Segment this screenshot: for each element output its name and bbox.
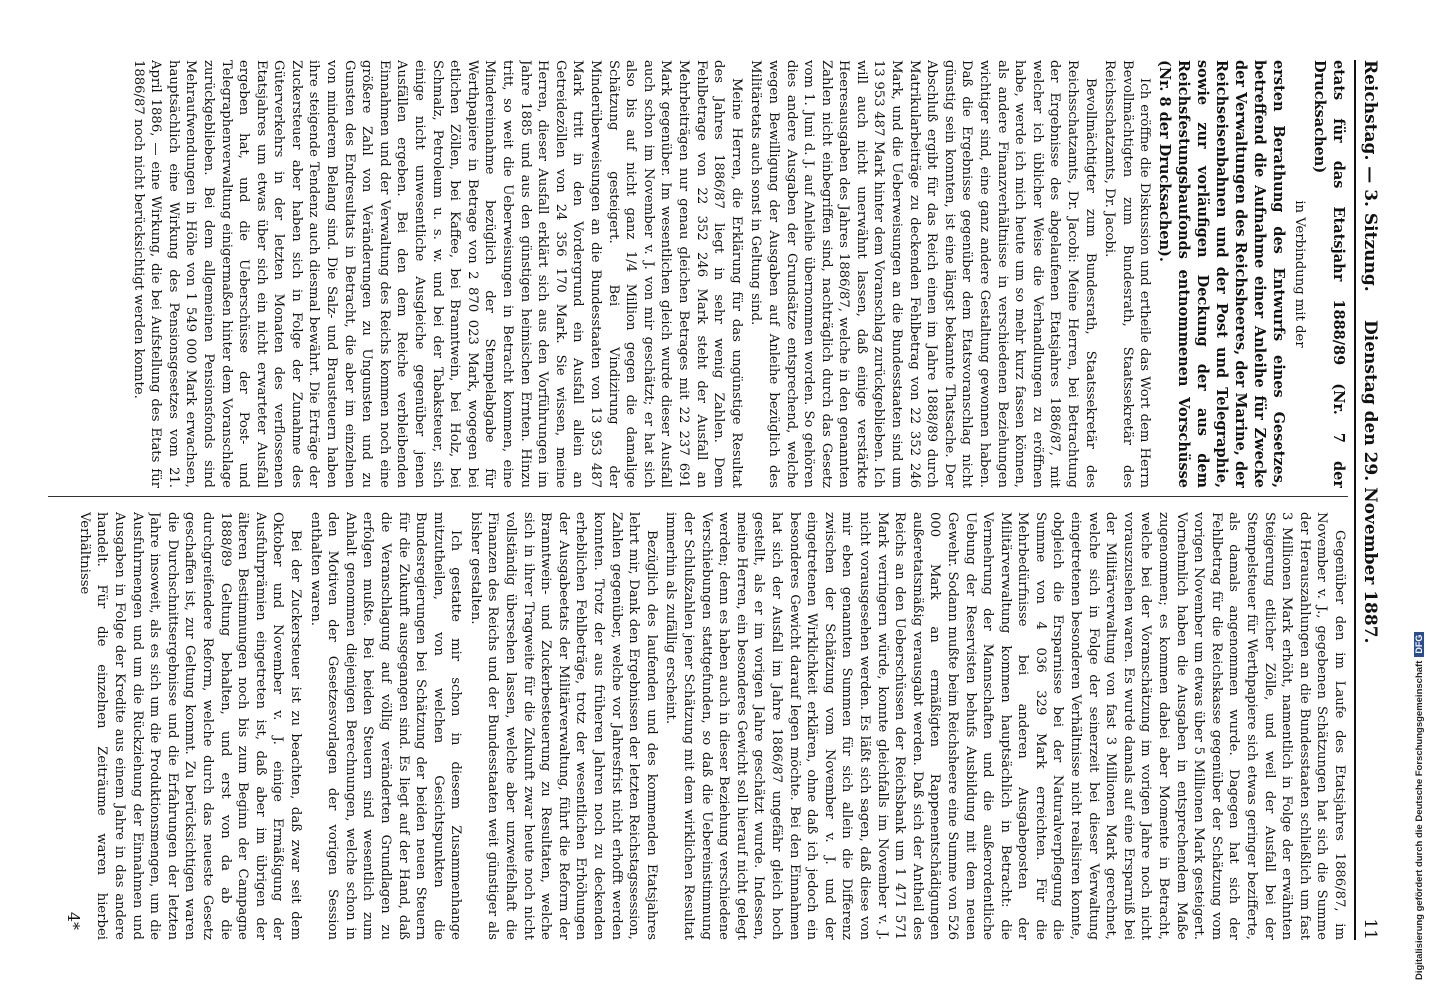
signature-mark: 4*: [63, 911, 83, 930]
agenda-connector: in Verbindung mit der: [1292, 200, 1307, 348]
right-column: [28, 512, 1348, 940]
dfg-badge: DFG: [1414, 632, 1424, 657]
speech-paragraph-6: Bei der Zuckersteuer ist zu beachten, daß zwar seit dem Oktober und November v. J. einige Ermäßigung der Ausfuhrprämien eingetreten ist, daß aber im übrigen der älteren Bestimmungen noch bis zum Beginn der Campagne 1888/89 Geltung behalten, und erst von da ab die durchgreifendere Reform, welche durch das neueste Gesetz geschaffen ist, zur Geltung kommt. Zu berücksichtigen waren die Durchschnittsergebnisse und die Erfahrungen der letzten Jahre insoweit, als es sich um die Produktionsmengen, um die Ausfuhrmengen und um die Rückziehung der Einnahmen und Ausgaben in Folge der Kredite aus einem Jahre in das andere handelt. Für die einzelnen Zeiträume waren hierbei Verhältnisse: [76, 512, 303, 940]
agenda-heading-2: ersten Berathung des Entwurfs eines Gesetzes, betreffend die Aufnahme einer Anleihe für Zwecke der Verwaltungen des Reichsheeres, der Marine, der Reichseisenbahnen und der Post und Telegraphie, sowie zur vorläufigen Deckung der aus dem Reichsfestungsbaufonds entnommenen Vorschüsse (Nr. 8 der Drucksachen).: [1156, 60, 1288, 488]
agenda-heading-1: etats für das Etatsjahr 1888/89 (Nr. 7 der Drucksachen): [1311, 60, 1347, 488]
speech-paragraph-3: Gegenüber den im Laufe des Etatsjahres 1886/87, im November v. J., gegebenen Schätzungen hat sich die Summe der Herauszahlungen an die Bundesstaaten schließlich um fast 3 Millionen Mark erhöht, namentlich in Folge der erwähnten Steigerung etlicher Zölle, und weil der Ausfall bei der Stempelsteuer für Werthpapiere sich etwas geringer bezifferte, als damals angenommen wurde. Dagegen hat sich der Fehlbetrag für die Reichskasse gegenüber der Schätzung vom vorigen November um etwas über 5 Millionen Mark gesteigert. Vornehmlich haben die Ausgaben in entsprechendem Maße zugenommen; es kommen dabei aber Momente in Betracht, welche bei der Voranschätzung im vorigen Jahre noch nicht vorauszusehen waren. Es wurde damals auf eine Ersparniß bei der Militärverwaltung von fast 3 Millionen Mark gerechnet, welche sich in Folge der seinerzeit bei dieser Verwaltung eingetretenen besonderen Verhältnisse nicht realisiren konnte, obgleich die Ersparnisse bei der Naturalverpflegung die Summe von 4 036 329 Mark erreichten. Für die Mehrbedürfnisse bei anderen Ausgabeposten der Militärverwaltung kommen hauptsächlich in Betracht: die Vermehrung der Mannschaften und die außerordentliche Uebung der Reservisten behufs Ausbildung mit dem neuen Gewehr. Sodann mußte beim Reichsheere eine Summe von 526 000 Mark an ermäßigten Rappenentschädigungen außeretatsmäßig verausgabt werden. Daß sich der Antheil des Reichs an den Ueberschüssen der Reichsbank um 1 471 571 Mark verringern würde, konnte gleichfalls im November v. J. nicht vorausgesehen werden. Es läßt sich sagen, daß diese von mir eben genannten Summen für sich allein die Differenz zwischen der Schätzung vom November v. J. und der eingetretenen Wirklichkeit erklären, ohne daß ich jedoch ein besonderes Gewicht darauf legen möchte. Bei den Einnahmen hat sich der Ausfall im Jahre 1886/87 ungefähr gleich hoch gestellt, als er im vorigen Jahre geschätzt wurde. Indessen, meine Herren, ein besonderes Gewicht soll hierauf nicht gelegt werden; denn es haben auch in dieser Beziehung verschiedene Verschiebungen stattgefunden, so daß die Uebereinstimmung der Schlußzahlen jener Schätzung mit dem wirklichen Resultat immerhin als zufällig erscheint.: [663, 512, 1347, 940]
credit-text: Digitalisierung gefördert durch die Deutsche Forschungsgemeinschaft: [1414, 660, 1425, 980]
president-paragraph: Ich eröffne die Diskussion und ertheile das Wort dem Herrn Bevollmächtigten zum Bundesrath, Staatssekretär des Reichsschatzamts, Dr. Jacobi.: [1102, 60, 1153, 488]
digitization-credit: [1412, 20, 1430, 980]
header-date: Dienstag den 29. November 1887.: [1360, 320, 1380, 644]
page-number: 11: [1360, 918, 1380, 940]
speech-paragraph-1: Bevollmächtigter zum Bundesrath, Staatssekretär des Reichsschatzamts, Dr. Jacobi: Meine Herren, bei Betrachtung der Ergebnisse des abgelaufenen Etatsjahres 1886/87, mit welcher ich üblicher Weise die Verhandlungen zu eröffnen habe, werde ich mich heute um so mehr kurz fassen können, als andere Finanzverhältnisse in verschiedenen Beziehungen wichtiger sind, eine ganz andere Gestaltung gewonnen haben. Daß die Ergebnisse gegenüber dem Etatsvoranschlag nicht günstig sein konnten, ist eine längst bekannte Thatsache. Der Abschluß ergibt für das Reich einen im Jahre 1888/89 durch Matrikularbeiträge zu deckenden Fehlbetrag von 22 352 246 Mark, und die Ueberweisungen an die Bundesstaaten sind um 13 953 487 Mark hinter dem Voranschlag zurückgeblieben. Ich will auch nicht unerwähnt lassen, daß einige verstärkte Heeresausgaben des Jahres 1886/87, welche in den genannten Zahlen nicht einbegriffen sind, nachträglich durch das Gesetz vom 1. Juni d. J. auf Anleihe übernommen worden. So gehören dies andere Ausgaben der Grundsätze entsprechend, welche wegen Bewilligung der Ausgaben auf Anleihe bezüglich des Militäretats auch sonst in Geltung sind.: [748, 60, 1098, 488]
column-divider: [48, 496, 1348, 497]
running-header: [1354, 60, 1382, 940]
left-column: [28, 60, 1348, 488]
speech-paragraph-4: Bezüglich des laufenden und des kommenden Etatsjahres lehrt mir, Dank den Ergebnissen der letzten Reichstagssession, Zahlen gegenüber, welche vor Jahresfrist nicht erhofft werden konnten. Trotz der aus früheren Jahren noch zu deckenden erheblichen Fehlbeträge, trotz der wesentlichen Erhöhungen der Ausgabeetats der Militärverwaltung, führt die Reform der Branntwein- und Zuckerbesteuerung zu Resultaten, welche sich in ihrer Tragweite für die Zukunft zwar heute noch nicht vollständig übersehen lassen, welche aber unzweifelhaft die Finanzen des Reichs und der Bundesstaaten weit günstiger als bisher gestalten.: [467, 512, 659, 940]
header-session: Reichstag. — 3. Sitzung.: [1360, 60, 1380, 292]
speech-paragraph-2: Meine Herren, die Erklärung für das ungünstige Resultat des Jahres 1886/87 liegt in sehr wenig Zahlen. Dem Fehlbetrage von 22 352 246 Mark steht der Ausfall an Mehrbeiträgen nur genau gleichen Betrages mit 22 237 691 Mark gegenüber. Im wesentlichen gleich wurde dieser Ausfall auch schon im November v. J. von mir geschätzt; er hat sich also bis auf nicht ganz 1/4 Million gegen die damalige Schätzung gesteigert. Bei Vindizirung der Minderüberweisungen an die Bundesstaaten von 13 953 487 Mark tritt in den Vordergrund ein Ausfall allein an Getreidezöllen von 24 356 170 Mark. Sie wissen, meine Herren, dieser Ausfall erklärt sich aus den Vorführungen im Jahre 1885 und aus den günstigen heimischen Ernten. Hinzu tritt, so weit die Ueberweisungen in Betracht kommen, eine Mindereinnahme bezüglich der Stempelabgabe für Werthpapiere in Betrage von 2 870 023 Mark, wogegen bei etlichen Zöllen, bei Kaffee, bei Branntwein, bei Holz, bei Schmalz, Petroleum u. s. w. und bei der Tabaksteuer, sich einige nicht unwesentliche Ausgleiche gegenüber jenen Ausfällen ergeben. Bei den dem Reiche verbleibenden Einnahmen und der Verwaltung des Reichs kommen noch eine größere Zahl von Veränderungen zu Ungunsten und zu Gunsten des Endresultats in Betracht, die aber im einzelnen von minderem Belang sind. Die Salz- und Brausteuern haben ihre steigende Tendenz auch diesmal bewährt. Die Erträge der Zuckersteuer aber haben sich in Folge der Zunahme des Güterverkehrs in der letzten Monaten des verflossenen Etatsjahres um etwas über sich ein nicht erwarteter Ausfall ergeben hat, und die Ueberschüsse der Post- und Telegraphenverwaltung einigermaßen hinter dem Voranschlage zurückgeblieben. Bei dem allgemeinen Pensionsfonds sind Mehraufwendungen in Höhe von 1 549 000 Mark erwachsen, hauptsächlich eine Wirkung des Pensionsgesetzes vom 21. April 1886, — eine Wirkung, die bei Aufstellung des Etats für 1886/87 noch nicht berücksichtigt werden konnte.: [130, 60, 744, 488]
speech-paragraph-5: Ich gestatte mir schon in diesem Zusammenhange mitzutheilen, von welchen Gesichtspunkten die Bundesregierungen bei Schätzung der beiden neuen Steuern für die Zukunft ausgegangen sind. Es liegt auf der Hand, daß die Veranschlagung auf völlig veränderten Grundlagen zu erfolgen mußte. Bei beiden Steuern sind wesentlich zum Anhalt genommen diejenigen Berechnungen, welche schon in den Motiven der Gesetzesvorlagen der vorigen Session enthalten waren.: [307, 512, 464, 940]
